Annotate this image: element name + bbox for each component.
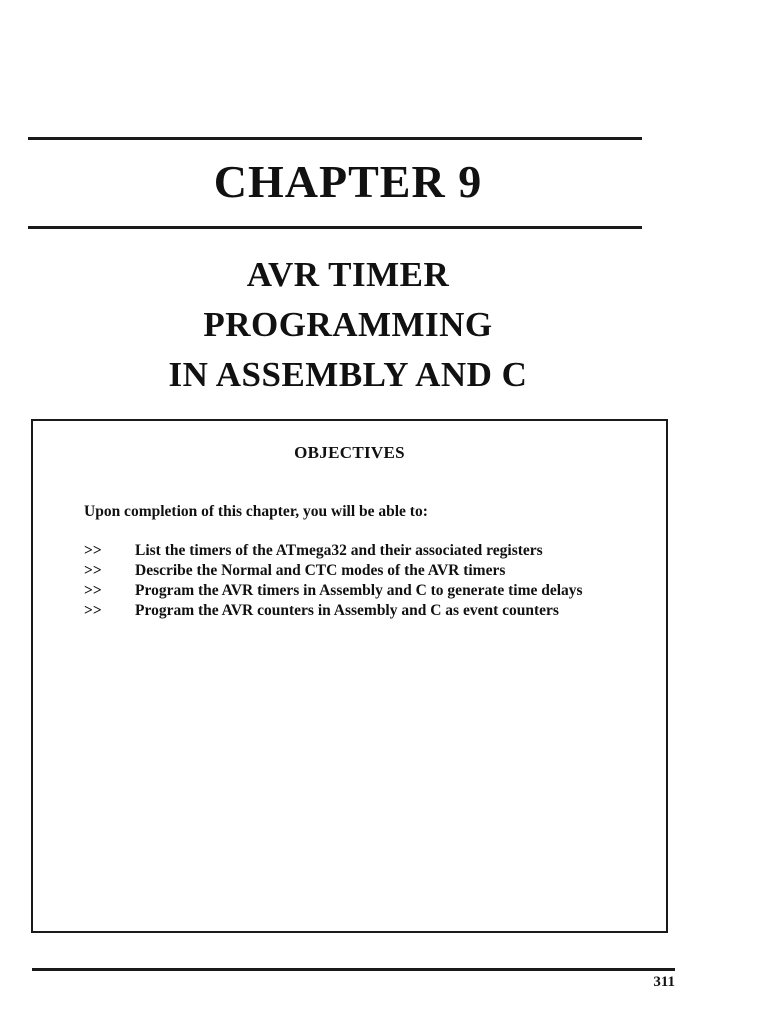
objective-bullet: >> xyxy=(84,582,102,599)
top-rule xyxy=(28,137,642,140)
objectives-list xyxy=(84,541,583,621)
objective-item xyxy=(84,601,583,621)
middle-rule xyxy=(28,226,642,229)
objective-bullet: >> xyxy=(84,562,102,579)
chapter-title-line: AVR TIMER xyxy=(246,255,450,294)
objective-item xyxy=(84,581,583,601)
chapter-title-line: PROGRAMMING xyxy=(203,305,493,344)
objective-text: Describe the Normal and CTC modes of the AVR timers xyxy=(135,562,506,579)
objectives-intro: Upon completion of this chapter, you will be able to: xyxy=(84,503,428,520)
objectives-box xyxy=(31,419,668,933)
objective-item xyxy=(84,541,583,561)
objective-bullet: >> xyxy=(84,602,102,619)
chapter-title-line: IN ASSEMBLY AND C xyxy=(168,355,528,394)
objective-text: Program the AVR counters in Assembly and C as event counters xyxy=(135,602,559,619)
objective-bullet: >> xyxy=(84,542,102,559)
chapter-title xyxy=(28,250,668,400)
bottom-rule xyxy=(32,968,675,971)
chapter-number-heading: CHAPTER 9 xyxy=(213,156,483,207)
objectives-heading: OBJECTIVES xyxy=(294,443,405,462)
objective-text: Program the AVR timers in Assembly and C to generate time delays xyxy=(135,582,583,599)
objective-text: List the timers of the ATmega32 and their associated registers xyxy=(135,542,543,559)
objective-item xyxy=(84,561,583,581)
page-number: 311 xyxy=(653,974,675,990)
